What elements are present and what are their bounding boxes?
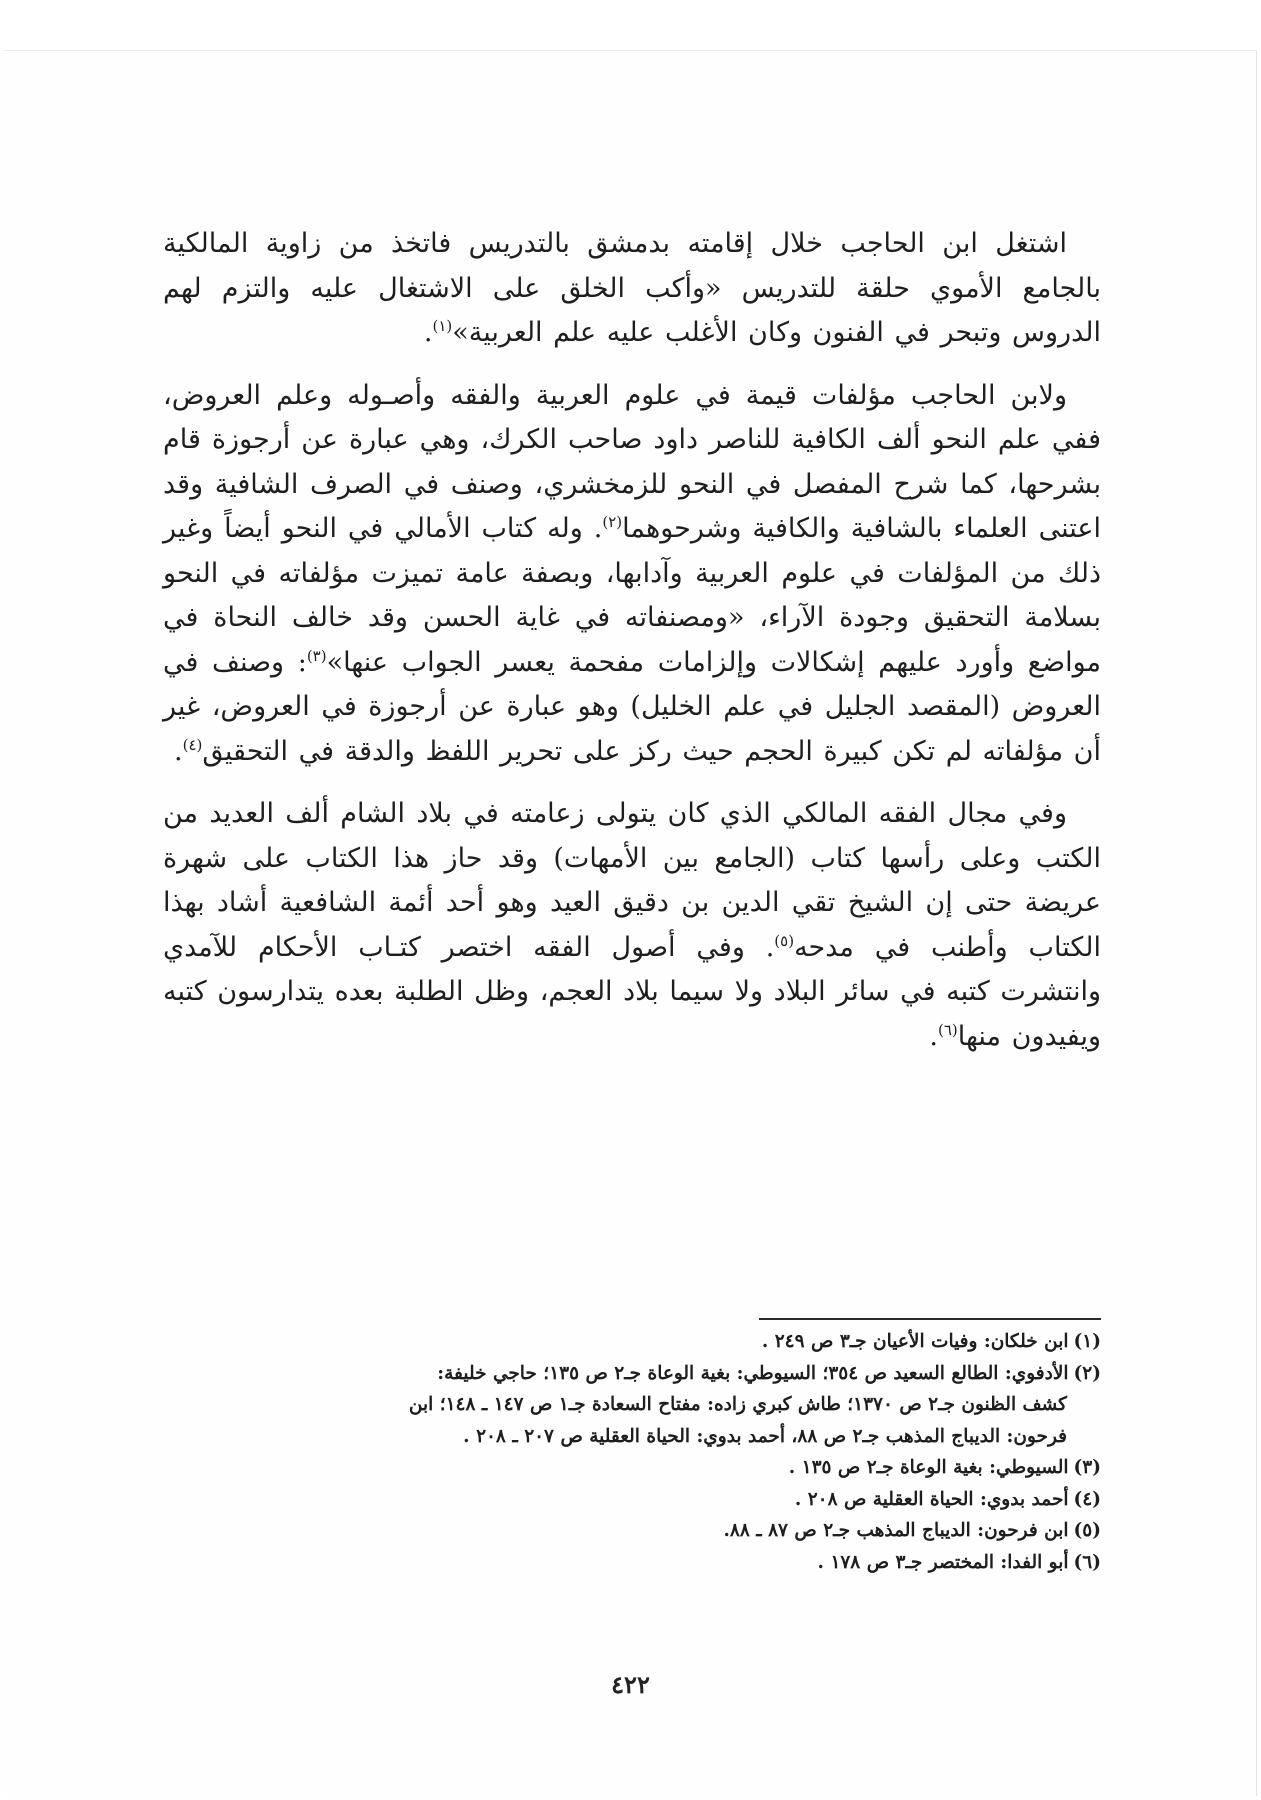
paragraph-end: .	[423, 317, 433, 348]
footnote-text: أبو الفدا: المختصر جـ٣ ص ١٧٨ .	[817, 1551, 1069, 1573]
footnote-text: الأدفوي: الطالع السعيد ص ٣٥٤؛ السيوطي: بغية الوعاة جـ٢ ص ١٣٥؛ حاجي خليفة:	[437, 1362, 1069, 1384]
footnote-3	[165, 1452, 1101, 1484]
paragraph-text: وفي مجال الفقه المالكي الذي كان يتولى زعامته في بلاد الشام ألف العديد من الكتب وعلى رأسها كتاب (الجامع بين الأمهات) وقد حاز هذا الكتاب على شهرة عريضة حتى إن الشيخ تقي الدين بن دقيق العيد وهو أحد أئمة الشافعية أشاد بهذا الكتاب وأطنب في مدحه	[163, 798, 1101, 963]
footnote-number: (٣)	[1073, 1457, 1101, 1478]
footnote-number: (٥)	[1073, 1520, 1101, 1541]
footnote-continuation: كشف الظنون جـ٢ ص ١٣٧٠؛ طاش كبري زاده: مفتاح السعادة جـ١ ص ١٤٧ ـ ١٤٨؛ ابن	[408, 1394, 1067, 1415]
footnote-ref-6[interactable]: (٦)	[937, 1020, 958, 1039]
footnote-number: (١)	[1073, 1331, 1101, 1352]
paragraph-end: .	[174, 735, 183, 767]
footnote-text: ابن خلكان: وفيات الأعيان جـ٣ ص ٢٤٩ .	[761, 1331, 1069, 1352]
footnote-4	[165, 1484, 1101, 1516]
footnote-1	[165, 1326, 1101, 1358]
paragraph-text: اشتغل ابن الحاجب خلال إقامته بدمشق بالتدريس فاتخذ من زاوية المالكية بالجامع الأموي حلقة للتدريس «وأكب الخلق على الاشتغال عليه والتزم لهم الدروس وتبحر في الفنون وكان الأغلب عليه علم العربية»	[163, 228, 1101, 348]
footnote-number: (٦)	[1073, 1551, 1101, 1573]
paragraph-end: .	[929, 1020, 938, 1052]
page-number: ٤٢٢	[611, 1670, 650, 1699]
paragraph-2	[163, 374, 1101, 775]
footnote-2	[165, 1358, 1101, 1453]
main-text	[163, 222, 1101, 1077]
footnote-ref-4[interactable]: (٤)	[182, 735, 203, 754]
footnote-text: ابن فرحون: الديباج المذهب جـ٢ ص ٨٧ ـ ٨٨.	[723, 1520, 1069, 1541]
paragraph-text: : وصنف في العروض (المقصد الجليل في علم الخليل) وهو عبارة عن أرجوزة في العروض، غير أن مؤلفاته لم تكن كبيرة الحجم حيث ركز على تحرير اللفظ والدقة في التحقيق	[163, 646, 1101, 767]
footnote-ref-1[interactable]: (١)	[432, 317, 453, 335]
footnote-ref-5[interactable]: (٥)	[774, 931, 795, 950]
footnote-6	[165, 1547, 1101, 1579]
footnote-ref-3[interactable]: (٣)	[306, 646, 327, 665]
paragraph-3	[163, 792, 1101, 1059]
footnote-separator	[759, 1318, 1101, 1320]
footnote-ref-2[interactable]: (٢)	[602, 513, 623, 531]
footnote-text: أحمد بدوي: الحياة العقلية ص ٢٠٨ .	[794, 1488, 1069, 1510]
paragraph-text: . وله كتاب الأمالي في النحو أيضاً وغير ذلك من المؤلفات في علوم العربية وآدابها، وبصفة عامة تميزت مؤلفاته في النحو بسلامة التحقيق وجودة الآراء، «ومصنفاته في غاية الحسن وقد خالف النحاة في مواضع وأورد عليهم إشكالات وإلزامات مفحمة يعسر الجواب عنها»	[163, 513, 1101, 678]
footnote-text: السيوطي: بغية الوعاة جـ٢ ص ١٣٥ .	[788, 1457, 1069, 1478]
footnote-number: (٢)	[1073, 1362, 1101, 1384]
paragraph-1	[163, 222, 1101, 356]
paragraph-text: . وفي أصول الفقه اختصر كتـاب الأحكام للآمدي وانتشرت كتبه في سائر البلاد ولا سيما بلاد العجم، وظل الطلبة بعده يتدارسون كتبه ويفيدون منها	[163, 931, 1101, 1052]
footnote-number: (٤)	[1073, 1488, 1101, 1510]
footnotes	[165, 1326, 1101, 1578]
paragraph-text: ولابن الحاجب مؤلفات قيمة في علوم العربية والفقه وأصـوله وعلم العروض، ففي علم النحو ألف الكافية للناصر داود صاحب الكرك، وهي عبارة عن أرجوزة قام بشرحها، كما شرح المفصل في النحو للزمخشري، وصنف في الصرف الشافية وقد اعتنى العلماء بالشافية والكافية وشرحوهما	[163, 379, 1102, 544]
footnote-continuation: فرحون: الديباج المذهب جـ٢ ص ٨٨، أحمد بدوي: الحياة العقلية ص ٢٠٧ ـ ٢٠٨ .	[463, 1425, 1067, 1447]
footnote-5	[165, 1515, 1101, 1547]
